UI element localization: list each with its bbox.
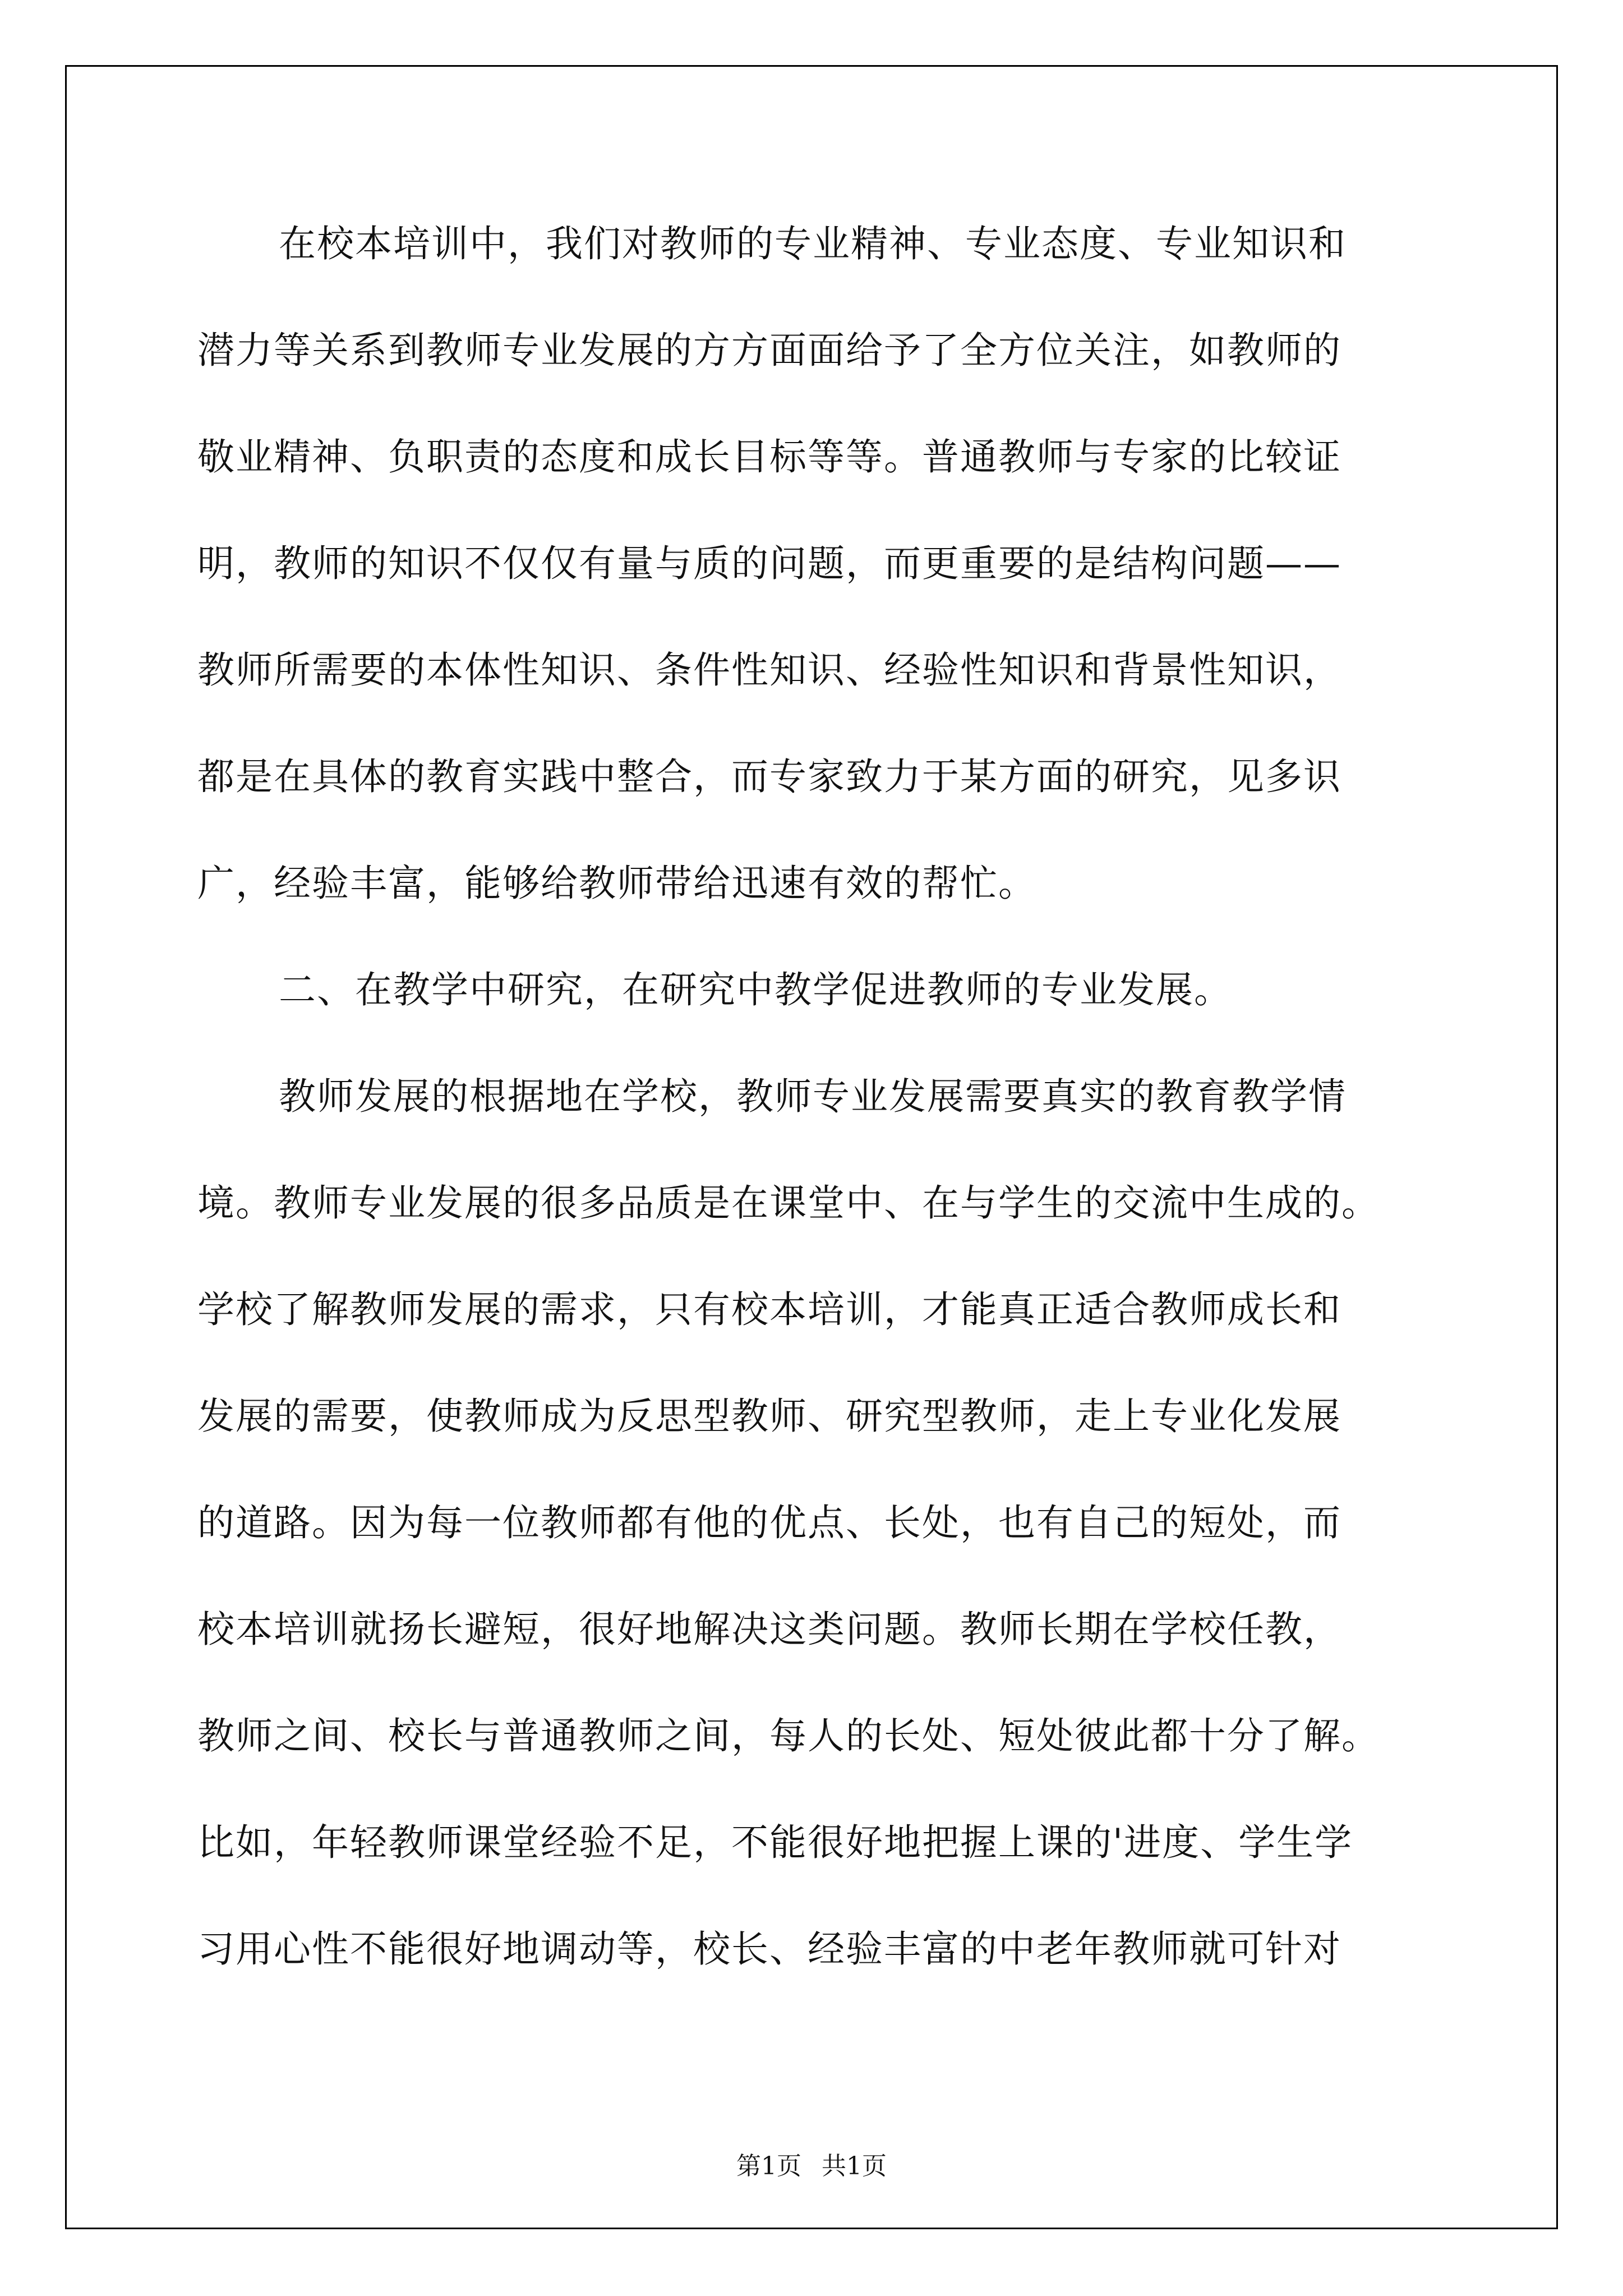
paragraph-1-line-2: 潜力等关系到教师专业发展的方方面面给予了全方位关注，如教师的 (197, 329, 1341, 372)
paragraph-2-line-6: 校本培训就扬长避短，很好地解决这类问题。教师长期在学校任教， (197, 1608, 1341, 1651)
page-total: 共1页 (822, 2152, 887, 2180)
section-heading-2: 二、在教学中研究，在研究中教学促进教师的专业发展。 (279, 968, 1232, 1011)
paragraph-1-line-4: 明，教师的知识不仅仅有量与质的问题，而更重要的是结构问题—— (197, 542, 1341, 585)
paragraph-2-line-8: 比如，年轻教师课堂经验不足，不能很好地把握上课的'进度、学生学 (197, 1821, 1353, 1864)
paragraph-2-line-3: 学校了解教师发展的需求，只有校本培训，才能真正适合教师成长和 (197, 1288, 1341, 1331)
page-border (65, 65, 1558, 2229)
paragraph-2-line-9: 习用心性不能很好地调动等，校长、经验丰富的中老年教师就可针对 (197, 1927, 1341, 1971)
paragraph-2-line-2: 境。教师专业发展的很多品质是在课堂中、在与学生的交流中生成的。 (197, 1181, 1380, 1225)
paragraph-2-line-7: 教师之间、校长与普通教师之间，每人的长处、短处彼此都十分了解。 (197, 1714, 1380, 1757)
paragraph-2-line-5: 的道路。因为每一位教师都有他的优点、长处，也有自己的短处，而 (197, 1501, 1341, 1544)
paragraph-1-line-3: 敬业精神、负职责的态度和成长目标等等。普通教师与专家的比较证 (197, 435, 1341, 478)
paragraph-1-line-1: 在校本培训中，我们对教师的专业精神、专业态度、专业知识和 (279, 222, 1347, 265)
paragraph-2-line-4: 发展的需要，使教师成为反思型教师、研究型教师，走上专业化发展 (197, 1395, 1341, 1438)
page-footer (0, 2150, 1623, 2183)
paragraph-1-line-7: 广，经验丰富，能够给教师带给迅速有效的帮忙。 (197, 862, 1036, 905)
paragraph-2-line-1: 教师发展的根据地在学校，教师专业发展需要真实的教育教学情 (279, 1075, 1347, 1118)
page-number: 第1页 (736, 2152, 801, 2180)
paragraph-1-line-6: 都是在具体的教育实践中整合，而专家致力于某方面的研究，见多识 (197, 755, 1341, 798)
paragraph-1-line-5: 教师所需要的本体性知识、条件性知识、经验性知识和背景性知识， (197, 648, 1341, 692)
